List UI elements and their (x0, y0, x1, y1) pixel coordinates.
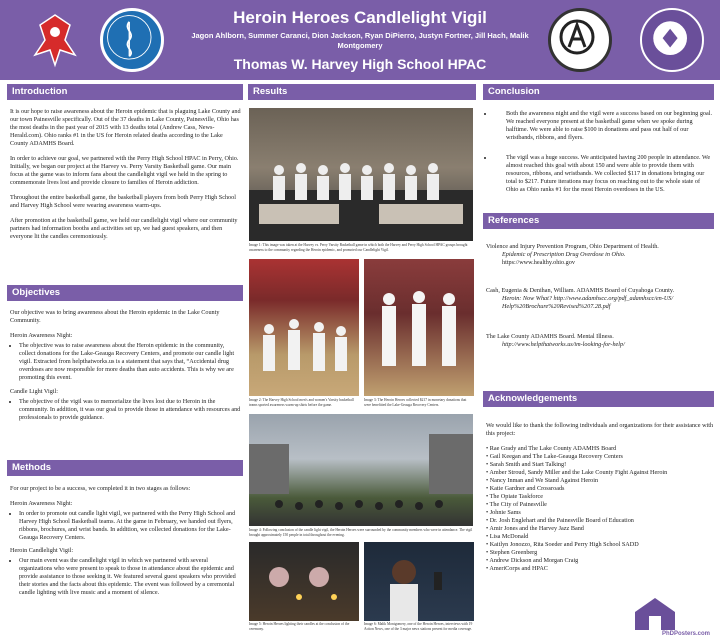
intro-paragraph-2: In order to achieve our goal, we partnered with the Perry High School HPAC in Perry, Ohio. Initially, we began our project at the Harvey vs. Perry Varsity Basketball game. Our main focus at the game was to inform fans about the candlelight vigil we held in the spring to commemorate lives lost and provide closure to families of Heroin addiction. (10, 155, 239, 186)
methods-paragraph: For our project to be a success, we completed it in two stages as follows: (10, 485, 191, 492)
acknowledgement-item: • Katie Gardner and Crossroads (486, 485, 714, 493)
reference-3-source: The Lake County ADAMHS Board. Mental Illness. (486, 333, 614, 340)
acknowledgement-item: • The Opiate Taskforce (486, 493, 714, 501)
acknowledgement-item: • Amir Jones and the Harvey Jazz Band (486, 525, 714, 533)
results-caption-3: Image 3: The Heroin Heroes collected $217 in monetary donations that were benefitted the Lake-Geauga Recovery Centers. (364, 398, 467, 407)
reference-2-link[interactable]: Help%20Brochure%20Revised%207.28.pdf (502, 303, 611, 310)
results-photo-4 (249, 414, 473, 526)
intro-paragraph-1: It is our hope to raise awareness about the Heroin epidemic that is plaguing Lake County and our town Painesville specifically. Out of the 37 deaths in Lake County, Painesville, Ohio has the most deaths in the past year of 2015 with 13 deaths total (Andrew Cass, News-Herald.com). Ohio ranks #1 in the US for Heroin related deaths according to the Lake County ADAMHS Board. (10, 108, 241, 147)
footer-brand: PhDPosters.com (661, 631, 710, 637)
reference-1 (486, 243, 714, 267)
acknowledgement-item: • Sarah Smith and Start Talking! (486, 461, 714, 469)
acknowledgement-item: • Lisa McDonald (486, 533, 714, 541)
americorps-logo (548, 8, 612, 72)
results-photo-5 (249, 542, 359, 621)
objectives-subheading-1: Heroin Awareness Night: (10, 332, 73, 339)
methods-bullet-2: • Our main event was the candlelight vigil in which we partnered with several organizations who were present to speak to those in attendance about the epidemic and provide assistance to those seeking it. We featured several guest speakers who provided their stories and the facts about this epidemic. The event was followed by a ceremonial candle lighting with live music and a moment of silence. (19, 557, 242, 597)
introduction-body (10, 108, 242, 248)
acknowledgement-item: • Dr. Josh Englehart and the Painesville Board of Education (486, 517, 714, 525)
reference-2 (486, 287, 714, 311)
references-body (486, 243, 714, 358)
reference-3-link[interactable]: http://www.helpthatworks.us/im-looking-for-help/ (502, 341, 625, 348)
acknowledgement-item: • Nancy Inman and We Stand Against Heroin (486, 477, 714, 485)
acknowledgement-item: • Rae Grady and The Lake County ADAMHS Board (486, 445, 714, 453)
hpac-logo (640, 8, 704, 72)
reference-1-link[interactable]: https://www.healthy.ohio.gov (502, 259, 575, 266)
methods-heading: Methods (7, 460, 243, 476)
acknowledgements-body (486, 422, 714, 573)
references-heading: References (483, 213, 714, 229)
acknowledgement-item: • Amber Stroud, Sandy Miller and the Lake County Fight Against Heroin (486, 469, 714, 477)
acknowledgement-item: • Johnie Sams (486, 509, 714, 517)
acknowledgement-item: • Stephen Greenberg (486, 549, 714, 557)
harvey-mascot-logo (30, 10, 80, 70)
reference-1-source: Violence and Injury Prevention Program, Ohio Department of Health. (486, 243, 659, 250)
results-caption-1: Image 1: This image was taken at the Harvey vs. Perry Varsity Basketball game in which both the Harvey and Perry High School HPAC groups brought awareness to the community regarding the Heroin epidemic, and promoted our Candlelight Vigil. (249, 243, 468, 252)
results-heading: Results (248, 84, 476, 100)
acknowledgements-heading: Acknowledgements (483, 391, 714, 407)
poster-header (0, 0, 720, 80)
medical-center-logo (100, 8, 164, 72)
objectives-heading: Objectives (7, 285, 243, 301)
conclusion-bullet-2: • The vigil was a huge success. We anticipated having 200 people in attendance. We almost reached this goal with about 150 and were able to provide them with resources, ribbons, and wristbands. We collected $117 in donations bringing our total to $217. Future iterations may focus on reaching out to the whole state of Ohio as Ohio ranks #1 for the most Heroin overdoses in the US. (494, 154, 713, 194)
methods-bullet-1: • In order to promote out candle light vigil, we partnered with the Perry High School and Harvey High School Basketball teams. At the game in February, we handed out flyers, ribbons, brochures, and wrist bands. In addition, we collected donations for the Lake-Geauga Recovery Centers. (19, 510, 242, 542)
acknowledgement-item: • AmeriCorps and HPAC (486, 565, 714, 573)
results-photo-6 (364, 542, 474, 621)
acknowledgement-item: • Gail Keegan and The Lake-Geauga Recovery Centers (486, 453, 714, 461)
acknowledgements-list (486, 445, 714, 573)
poster-authors: Jagon Ahlborn, Summer Caranci, Dion Jackson, Ryan DiPierro, Justyn Fortner, Jill Hach, Malik Montgomery (191, 31, 529, 50)
results-photo-2 (249, 259, 359, 396)
objectives-paragraph: Our objective was to bring awareness about the Heroin epidemic in the Lake County Community. (10, 309, 220, 324)
reference-2-title[interactable]: Heroin: Now What? http://www.adamhscc.org/pdf_adamhscc/en-US/ (502, 295, 674, 302)
poster-school: Thomas W. Harvey High School HPAC (233, 56, 487, 72)
reference-3 (486, 333, 714, 349)
objectives-bullet-2: • The objective of the vigil was to memorialize the lives lost due to Heroin in the community. In addition, it was our goal to provide those in attendance with resources and professionals to provide guidance. (19, 398, 242, 422)
results-caption-5: Image 5: Heroin Heroes lighting their candles at the conclusion of the ceremony. (249, 622, 350, 631)
methods-subheading-1: Heroin Awareness Night: (10, 500, 73, 507)
conclusion-bullet-1: • Both the awareness night and the vigil were a success based on our beginning goal. We reached everyone present at the basketball game when we spoke during halftime. We were able to raise $100 in donations and pass out half of our wristbands, ribbons, and flyers. (494, 110, 713, 142)
acknowledgements-intro: We would like to thank the following individuals and organizations for their assistance with this project: (486, 422, 714, 437)
ribbon-house-icon (633, 596, 677, 632)
methods-body (10, 485, 242, 599)
objectives-subheading-2: Candle Light Vigil: (10, 388, 58, 395)
reference-2-source: Cash, Eugenia & Denihan, William. ADAMHS Board of Cuyahoga County. (486, 287, 675, 294)
results-caption-4: Image 4: Following conclusion of the candle light vigil, the Heroin Heroes were surrounded by the community members who were in attendance. The vigil brought approximately 150 people in total throughout the evening. (249, 528, 473, 537)
introduction-heading: Introduction (7, 84, 243, 100)
results-photo-3 (364, 259, 474, 396)
results-caption-6: Image 6: Malik Montgomery, one of the Heroin Heroes, interviews with 19 Action News, one of the 3 major news stations present for media coverage. (364, 622, 473, 631)
methods-subheading-2: Heroin Candlelight Vigil: (10, 547, 74, 554)
intro-paragraph-4: After promotion at the basketball game, we held our candlelight vigil where our community partners had information booths and activities set up, we had guest speakers, and then everyone lit the candles ceremoniously. (10, 217, 238, 240)
acknowledgement-item: • Andrew Dickson and Morgan Craig (486, 557, 714, 565)
conclusion-body (485, 110, 713, 196)
objectives-body (10, 309, 242, 424)
conclusion-heading: Conclusion (483, 84, 714, 100)
acknowledgement-item: • Kaitlyn Jonozzo, Rita Soeder and Perry High School SADD (486, 541, 714, 549)
objectives-bullet-1: • The objective was to raise awareness about the Heroin epidemic in the community, collect donations for the Lake-Geauga Recovery Centers, and promote our candle light vigil. Extracted from helpthatworks.us is a statement that says that, “Accidental drug overdoses are now responsible for more deaths than auto accidents. This is why we are promoting this event. (19, 342, 242, 382)
intro-paragraph-3: Throughout the entire basketball game, the basketball players from both Perry High School and Harvey High School were wearing awareness warm-ups. (10, 194, 236, 209)
reference-1-title: Epidemic of Prescription Drug Overdose in Ohio. (502, 251, 626, 258)
results-photo-1 (249, 108, 473, 241)
poster-title: Heroin Heroes Candlelight Vigil (233, 8, 487, 27)
results-caption-2: Image 2: The Harvey High School men's and women's Varsity basketball teams sported awareness warm-up shirts before the game. (249, 398, 354, 407)
acknowledgement-item: • The City of Painesville (486, 501, 714, 509)
